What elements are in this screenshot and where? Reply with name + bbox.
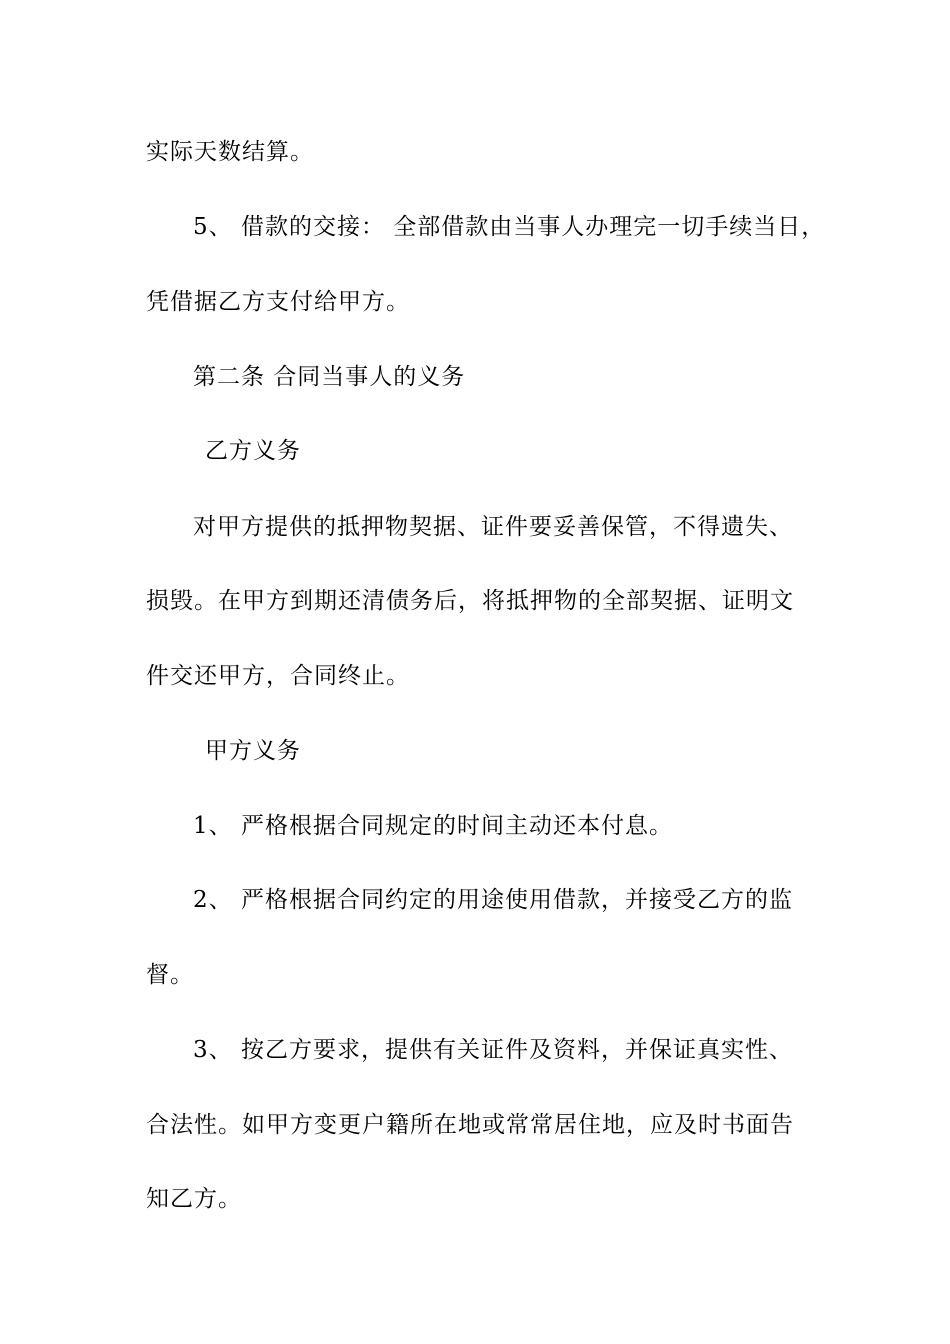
text-line: 损毁。在甲方到期还清债务后，将抵押物的全部契据、证明文 — [146, 588, 794, 614]
section-heading: 第二条 合同当事人的义务 — [193, 364, 466, 390]
text-line: 2、 严格根据合同约定的用途使用借款，并接受乙方的监 — [193, 887, 793, 913]
text-line: 对甲方提供的抵押物契据、证件要妥善保管，不得遗失、 — [193, 514, 793, 540]
text-line: 督。 — [146, 962, 194, 988]
text-line: 件交还甲方，合同终止。 — [146, 663, 410, 689]
subsection-heading: 甲方义务 — [205, 738, 301, 764]
subsection-heading: 乙方义务 — [205, 438, 301, 464]
text-line: 1、 严格根据合同规定的时间主动还本付息。 — [193, 813, 673, 839]
text-line: 凭借据乙方支付给甲方。 — [146, 289, 410, 315]
text-line: 合法性。如甲方变更户籍所在地或常常居住地，应及时书面告 — [146, 1112, 794, 1138]
text-line: 5、 借款的交接： 全部借款由当事人办理完一切手续当日， — [193, 214, 826, 240]
text-line: 知乙方。 — [146, 1186, 242, 1212]
text-line: 实际天数结算。 — [146, 139, 314, 165]
text-line: 3、 按乙方要求，提供有关证件及资料，并保证真实性、 — [193, 1037, 793, 1063]
